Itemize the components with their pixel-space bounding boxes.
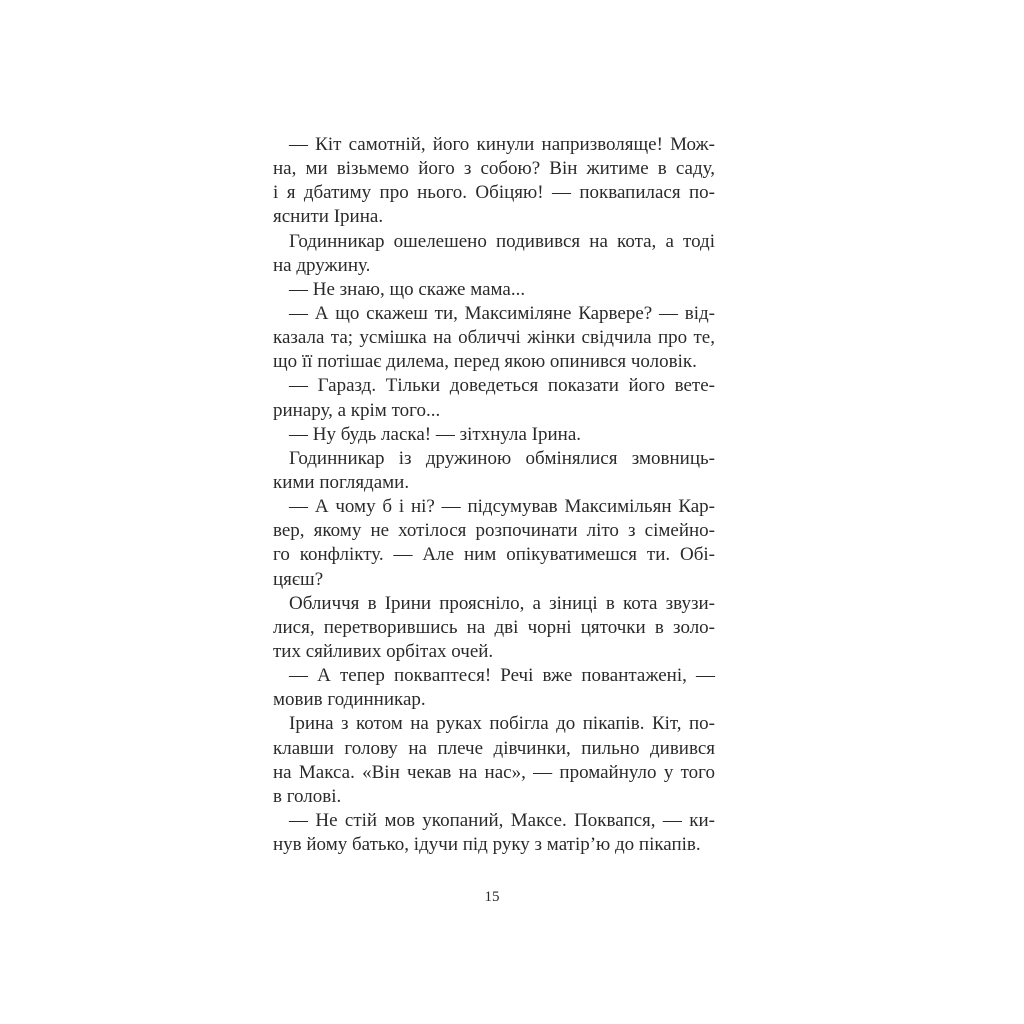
text-line: го конфлікту. — Але ним опікуватимешся ти. Обі- [273,544,715,566]
text-line: казала та; усмішка на обличчі жінки свідчила про те, [273,327,715,349]
text-line: вер, якому не хотілося розпочинати літо з сімейно- [273,520,715,542]
text-line: — Гаразд. Тільки доведеться показати його ветe- [289,375,715,397]
text-line: — А що скажеш ти, Максиміляне Карвере? — від- [289,302,715,324]
text-line: ринару, а крім того... [273,399,441,421]
text-line: Годинникар ошелешено подивився на кота, а тоді [289,230,715,252]
text-line: лися, перетворившись на дві чорні цяточки в золо- [273,616,715,638]
text-line: кими поглядами. [273,471,410,493]
text-line: і я дбатиму про нього. Обіцяю! — поквапилася по- [273,182,715,204]
text-line: на, ми візьмемо його з собою? Він житиме в саду, [273,158,715,180]
page-number: 15 [484,889,500,905]
text-line: цяєш? [273,568,324,590]
text-line: Годинникар із дружиною обмінялися змовниць- [289,447,715,469]
text-line: — Не стій мов укопаний, Максе. Поквапся, — ки- [289,809,715,831]
text-line: — А тепер поквaптеся! Речі вже повантажені, — [289,665,715,687]
text-line: клавши голову на плече дівчинки, пильно дивився [273,737,715,759]
text-line: — А чому б і ні? — підсумував Максимільян Кар- [289,496,715,518]
text-line: — Ну будь ласка! — зітхнула Ірина. [289,423,582,445]
text-line: — Не знаю, що скаже мама... [289,278,526,300]
text-line: яснити Ірина. [273,206,384,228]
text-line: Ірина з котом на руках побігла до пікапів. Кіт, по- [289,713,715,735]
text-line: нув йому батько, ідучи під руку з матір’ю до пікапів. [273,834,701,856]
text-line: тих сяйливих орбітах очей. [273,640,494,662]
text-line: на Макса. «Він чекав на нас», — промайнуло у того [273,761,715,783]
text-line: що її потішає дилема, перед якою опинився чоловік. [273,351,697,373]
text-line: мовив годинникар. [273,689,426,711]
text-line: на дружину. [273,254,371,276]
text-line: — Кіт самотній, його кинули напризволяще! Мож- [289,134,715,155]
body-text [273,133,715,857]
text-line: в голові. [273,785,342,807]
text-line: Обличчя в Ірини прояснілo, а зіниці в кота звузи- [289,592,715,614]
